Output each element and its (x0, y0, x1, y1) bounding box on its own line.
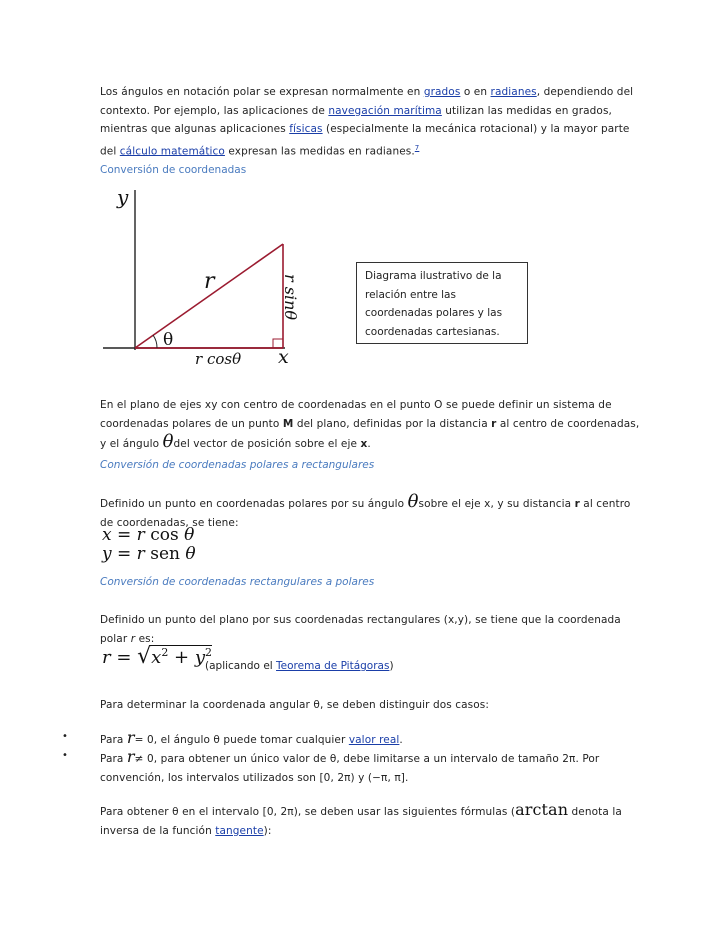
link-valor-real[interactable]: valor real (348, 734, 400, 746)
pitagoras-text: (aplicando el (205, 660, 277, 672)
italic-r: r (126, 728, 135, 747)
sqrt-sign: √ (137, 644, 152, 669)
bold-x: x (360, 438, 368, 450)
pitagoras-note (205, 660, 394, 672)
plane-text: En el plano de ejes xy con centro de coordenadas en el punto O se puede definir un sistema de coordenadas polares de un punto (100, 399, 612, 430)
final-text: denota la inversa de la función (100, 806, 622, 837)
final-paragraph (100, 801, 640, 840)
def-rect-paragraph (100, 611, 640, 648)
intro-text: Los ángulos en notación polar se expresan normalmente en (100, 86, 424, 98)
polar-coordinates-diagram (95, 182, 320, 372)
link-radianes[interactable]: radianes (490, 86, 537, 98)
formula-y-fn: sen (144, 544, 186, 564)
link-navegacion-maritima[interactable]: navegación marítima (328, 104, 442, 117)
r-label: r (204, 269, 215, 294)
bold-r: r (574, 498, 580, 510)
heading-rectangulares-a-polares: Conversión de coordenadas rectangulares a polares (100, 576, 375, 588)
r-sin-label: r sinθ (281, 274, 300, 320)
formula-y-lhs: y (102, 544, 112, 564)
heading-polares-a-rectangulares: Conversión de coordenadas polares a rectangulares (100, 459, 375, 471)
defpolar-text: sobre el eje x, y su distancia (418, 498, 575, 510)
bold-r: r (491, 417, 497, 430)
plane-text: al centro de coordenadas, y el ángulo (100, 417, 640, 450)
theta-label: θ (163, 330, 174, 350)
formula-x-theta: θ (184, 525, 195, 545)
diagram-caption: Diagrama ilustrativo de la relación entre las coordenadas polares y las coordenadas cartesianas. (356, 262, 528, 344)
bold-m: M (282, 417, 294, 430)
formula-r-lhs: r (102, 647, 111, 668)
link-fisicas[interactable]: físicas (289, 123, 323, 135)
arctan-symbol: arctan (515, 800, 569, 819)
bullet-text: Para (100, 734, 127, 746)
y-axis-label: y (117, 185, 129, 209)
formula-y-r: r (136, 544, 145, 564)
defrect-text: es: (135, 632, 155, 645)
angle-arc (153, 335, 157, 348)
link-teorema-pitagoras[interactable]: Teorema de Pitágoras (276, 660, 390, 672)
r-cos-label: r cosθ (195, 350, 242, 368)
formula-y (102, 545, 196, 564)
link-tangente[interactable]: tangente (215, 824, 264, 837)
formula-x-r: r (136, 525, 145, 545)
bullet-item (100, 729, 640, 750)
formula-x (102, 526, 194, 545)
intro-text: (especialmente la mecánica rotacional) y la mayor parte del (100, 123, 630, 157)
intro-paragraph (100, 83, 640, 161)
formula-r-x: x (151, 647, 162, 668)
formula-x-eq: = (111, 525, 137, 545)
final-text: Para obtener θ en el intervalo [0, 2π), se deben usar las siguientes fórmulas ( (100, 806, 516, 818)
italic-r: r (130, 632, 136, 645)
pitagoras-text: ) (389, 660, 394, 672)
formula-y-theta: θ (185, 544, 196, 564)
formula-r-eq: = (110, 647, 138, 668)
radius-line (135, 244, 283, 348)
footnote-link[interactable]: 7 (414, 143, 420, 152)
defpolar-text: Definido un punto en coordenadas polares por su ángulo (100, 498, 408, 510)
bullet-item (100, 748, 640, 787)
formula-r-exp2: 2 (205, 646, 213, 659)
x-axis-label: x (278, 346, 289, 368)
theta-symbol: θ (407, 491, 419, 512)
plane-text: del plano, definidas por la distancia (293, 417, 492, 430)
formula-r-y: y (194, 647, 206, 668)
italic-r: r (126, 747, 135, 766)
plane-text: del vector de posición sobre el eje (173, 438, 361, 450)
angular-paragraph: Para determinar la coordenada angular θ, se deben distinguir dos casos: (100, 699, 489, 711)
bullet-marker: • (62, 750, 68, 761)
intro-text: expresan las medidas en radianes. (224, 145, 415, 157)
defpolar-text: al centro de coordenadas, se tiene: (100, 498, 631, 529)
bullet-text: ≠ 0, para obtener un único valor de θ, debe limitarse a un intervalo de tamaño 2π. Por convención, los intervalos utilizados son [0, 2π) y (−π, π]. (100, 753, 600, 784)
formula-y-eq: = (111, 544, 137, 564)
formula-r-plus: + (168, 647, 195, 668)
intro-text: , dependiendo del contexto. Por ejemplo, las aplicaciones de (100, 86, 634, 117)
plane-text: . (367, 438, 371, 450)
theta-symbol: θ (162, 431, 174, 452)
bullet-marker: • (62, 731, 68, 742)
sqrt-radicand (151, 645, 212, 668)
bullet-text: . (399, 734, 403, 746)
formula-r-exp1: 2 (161, 646, 169, 659)
intro-text: o en (460, 86, 491, 98)
formula-x-lhs: x (102, 525, 112, 545)
bullet-text: = 0, el ángulo θ puede tomar cualquier (134, 734, 349, 746)
formula-r (102, 644, 212, 669)
link-grados[interactable]: grados (423, 86, 461, 98)
plane-paragraph (100, 396, 640, 454)
link-calculo-matematico[interactable]: cálculo matemático (119, 145, 225, 157)
bullet-text: Para (100, 753, 127, 765)
defrect-text: Definido un punto del plano por sus coordenadas rectangulares (x,y), se tiene que la coordenada polar (100, 614, 621, 645)
final-text: ): (263, 824, 272, 837)
heading-conversion-coordenadas: Conversión de coordenadas (100, 164, 247, 176)
intro-text: utilizan las medidas en grados, mientras que algunas aplicaciones (100, 104, 612, 135)
formula-x-fn: cos (144, 525, 185, 545)
